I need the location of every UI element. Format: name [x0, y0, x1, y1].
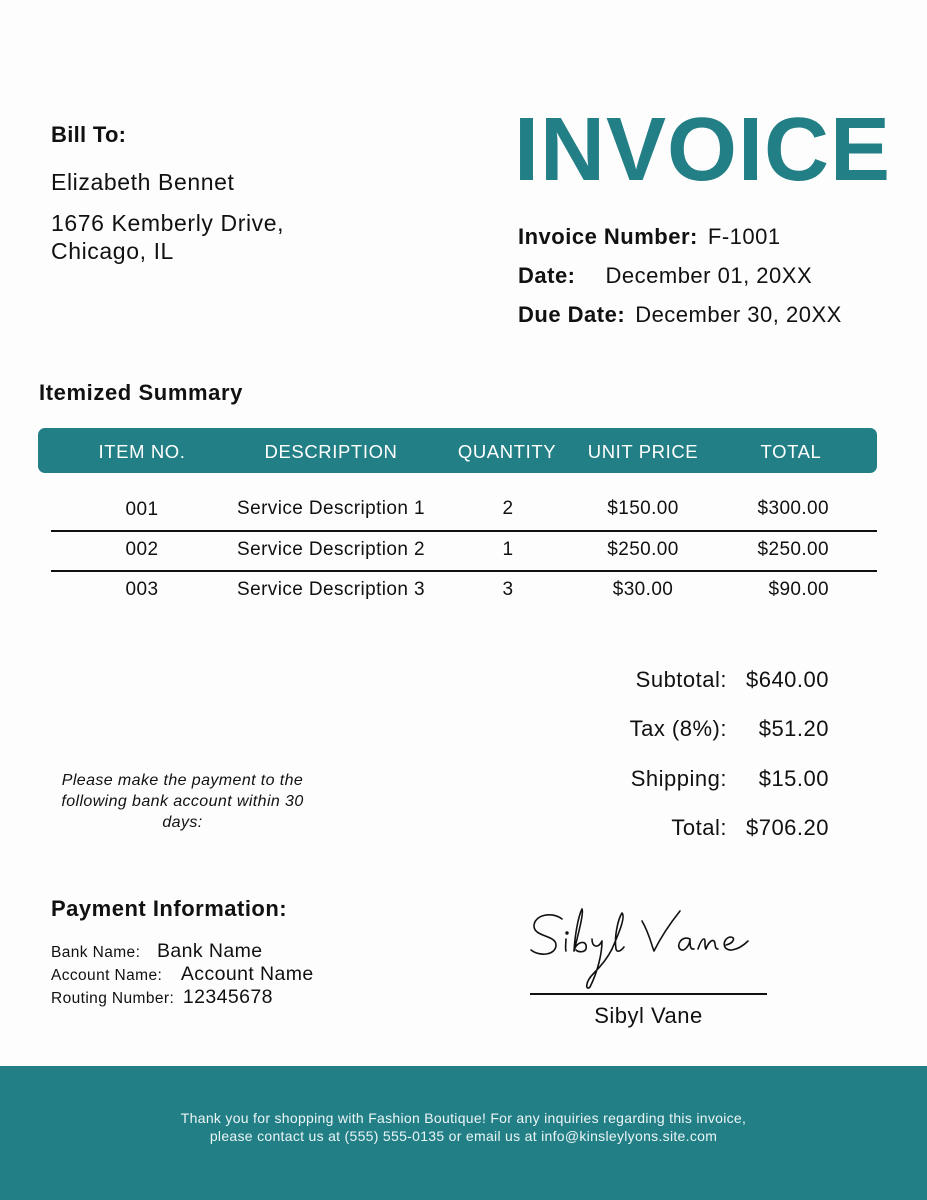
itemized-summary-title: Itemized Summary	[39, 380, 244, 405]
bank-name-label: Bank Name:	[51, 944, 141, 961]
bill-to-label: Bill To:	[51, 122, 127, 147]
description-cell: Service Description 1	[237, 498, 425, 519]
unit-price-cell: $150.00	[607, 498, 679, 519]
due-date-value: December 30, 20XX	[635, 302, 842, 327]
item-number-cell: 001	[125, 499, 159, 520]
invoice-date-row	[518, 263, 812, 289]
column-header-unit-price: UNIT PRICE	[587, 441, 699, 462]
tax-value: $51.20	[758, 716, 829, 741]
payment-note: Please make the payment to the following bank account within 30 days:	[61, 772, 304, 831]
line-total-cell: $300.00	[757, 498, 829, 519]
bank-name-value: Bank Name	[157, 940, 263, 962]
subtotal-value: $640.00	[745, 667, 829, 692]
item-number-cell: 003	[125, 579, 159, 600]
account-name-label: Account Name:	[51, 967, 163, 984]
description-cell: Service Description 3	[237, 579, 425, 600]
payment-info-title: Payment Information:	[51, 896, 288, 921]
total-value: $706.20	[745, 815, 829, 840]
column-header-quantity: QUANTITY	[457, 441, 557, 462]
footer-line-2: please contact us at (555) 555-0135 or email us at info@kinsleylyons.site.com	[209, 1128, 718, 1144]
table-header	[38, 428, 877, 473]
customer-name: Elizabeth Bennet	[51, 169, 235, 195]
line-total-cell: $250.00	[757, 539, 829, 560]
footer-line-1: Thank you for shopping with Fashion Boutique! For any inquiries regarding this invoice,	[180, 1110, 747, 1126]
routing-number-value: 12345678	[182, 986, 273, 1008]
signature-line	[530, 993, 767, 995]
shipping-label: Shipping:	[630, 766, 727, 791]
unit-price-cell: $30.00	[612, 579, 674, 600]
total-label: Total:	[671, 815, 727, 840]
line-total-cell: $90.00	[768, 579, 829, 600]
tax-label: Tax (8%):	[629, 716, 727, 741]
due-date-row	[518, 302, 842, 328]
account-name-value: Account Name	[180, 963, 314, 985]
subtotal-label: Subtotal:	[635, 667, 727, 692]
quantity-cell: 3	[502, 579, 514, 600]
invoice-title: INVOICE	[514, 100, 892, 200]
invoice-number-value: F-1001	[707, 224, 781, 249]
row-divider	[51, 570, 877, 572]
routing-number-label: Routing Number:	[51, 990, 175, 1007]
customer-address: 1676 Kemberly Drive, Chicago, IL	[51, 210, 285, 264]
routing-number-row	[51, 986, 273, 1009]
unit-price-cell: $250.00	[607, 539, 679, 560]
column-header-item-no: ITEM NO.	[98, 441, 186, 462]
invoice-date-label: Date:	[518, 263, 576, 288]
shipping-value: $15.00	[758, 766, 829, 791]
due-date-label: Due Date:	[518, 302, 626, 327]
account-name-row	[51, 963, 314, 986]
item-number-cell: 002	[125, 539, 159, 560]
quantity-cell: 2	[502, 498, 514, 519]
description-cell: Service Description 2	[237, 539, 425, 560]
signatory-name: Sibyl Vane	[594, 1003, 703, 1028]
quantity-cell: 1	[502, 539, 514, 560]
invoice-number-row	[518, 224, 781, 250]
row-divider	[51, 530, 877, 532]
footer-message	[0, 1109, 927, 1145]
invoice-date-value: December 01, 20XX	[605, 263, 813, 288]
footer-band	[0, 1066, 927, 1200]
bank-name-row	[51, 940, 263, 963]
invoice-number-label: Invoice Number:	[518, 224, 698, 249]
column-header-total: TOTAL	[760, 441, 822, 462]
handwritten-signature	[522, 895, 772, 995]
column-header-description: DESCRIPTION	[264, 441, 398, 462]
